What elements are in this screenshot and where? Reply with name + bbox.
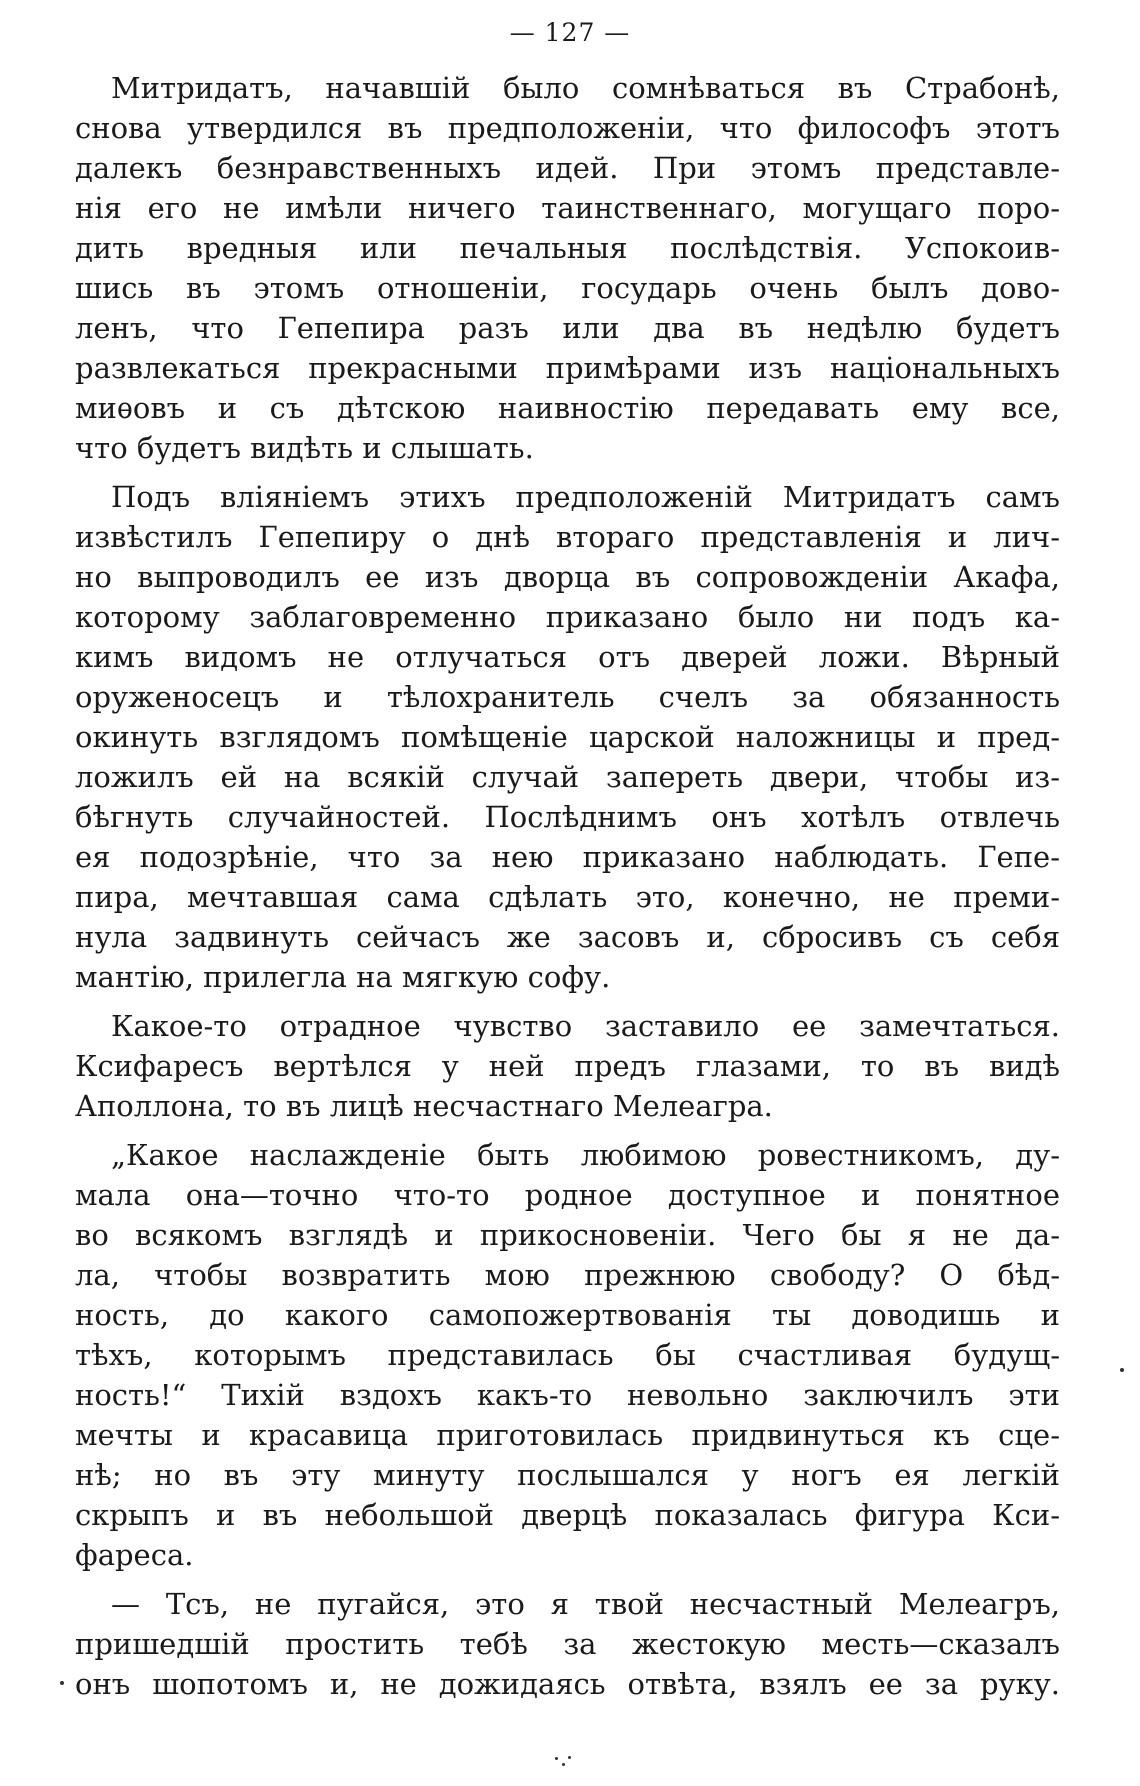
text-line: ложилъ ей на всякiй случай запереть двери, чтобы из- — [75, 760, 1060, 794]
printer-mark — [553, 1755, 573, 1769]
text-line: ленъ, что Гепепира разъ или два въ недѣлю будетъ — [75, 311, 1060, 345]
text-line: онъ шопотомъ и, не дожидаясь отвѣта, взялъ ее за руку. — [75, 1667, 1060, 1701]
text-line: нiя его не имѣли ничего таинственнаго, могущаго поро- — [75, 191, 1060, 225]
paragraph — [75, 477, 1060, 997]
text-line: дить вредныя или печальныя послѣдствiя. Успокоив- — [75, 231, 1060, 265]
text-line: бѣгнуть случайностей. Послѣднимъ онъ хотѣлъ отвлечь — [75, 800, 1060, 834]
text-line: оруженосецъ и тѣлохранитель счелъ за обязанность — [75, 680, 1060, 714]
text-line: Аполлона, то въ лицѣ несчастнаго Мелеагра. — [75, 1089, 773, 1123]
text-line: извѣстилъ Гепепиру о днѣ втораго представленiя и лич- — [75, 520, 1060, 554]
text-line: миѳовъ и съ дѣтскою наивностiю передавать ему все, — [75, 391, 1060, 425]
text-line: нѣ; но въ эту минуту послышался у ногъ ея легкiй — [75, 1458, 1060, 1492]
text-line: Подъ влiянiемъ этихъ предположенiй Митридатъ самъ — [111, 480, 1060, 514]
text-line: ла, чтобы возвратить мою прежнюю свободу? О бѣд- — [75, 1258, 1060, 1292]
page-text — [75, 68, 1060, 1704]
text-line: ность!“ Тихiй вздохъ какъ-то невольно заключилъ эти — [75, 1378, 1060, 1412]
text-line: пришедшiй простить тебѣ за жестокую месть—сказалъ — [75, 1627, 1060, 1661]
text-line: Какое-то отрадное чувство заставило ее замечтаться. — [111, 1009, 1060, 1043]
text-line: шись въ этомъ отношенiи, государь очень былъ дово- — [75, 271, 1060, 305]
text-line: Ксифаресъ вертѣлся у ней предъ глазами, то въ видѣ — [75, 1049, 1060, 1083]
text-line: мантiю, прилегла на мягкую софу. — [75, 960, 611, 994]
text-line: нула задвинуть сейчасъ же засовъ и, сбросивъ съ себя — [75, 920, 1060, 954]
ink-speck — [1120, 1368, 1124, 1372]
text-line: мечты и красавица приготовилась придвинуться къ сце- — [75, 1418, 1060, 1452]
text-line: фареса. — [75, 1538, 194, 1572]
text-line: — Тсъ, не пугайся, это я твой несчастный Мелеагръ, — [111, 1587, 1060, 1621]
text-line: пира, мечтавшая сама сдѣлать это, конечно, не преми- — [75, 880, 1060, 914]
text-line: „Какое наслажденiе быть любимою ровестникомъ, ду- — [111, 1138, 1060, 1172]
text-line: скрыпъ и въ небольшой дверцѣ показалась фигура Кси- — [75, 1498, 1060, 1532]
text-line: ея подозрѣнiе, что за нею приказано наблюдать. Гепе- — [75, 840, 1060, 874]
page-number: — 127 — — [509, 18, 631, 47]
text-line: во всякомъ взглядѣ и прикосновенiи. Чего бы я не да- — [75, 1218, 1060, 1252]
paragraph — [75, 1584, 1060, 1704]
text-line: снова утвердился въ предположенiи, что философъ этотъ — [75, 111, 1060, 145]
paragraph — [75, 1135, 1060, 1575]
text-line: ность, до какого самопожертвованiя ты доводишь и — [75, 1298, 1060, 1332]
text-line: кимъ видомъ не отлучаться отъ дверей ложи. Вѣрный — [75, 640, 1060, 674]
text-line: которому заблаговременно приказано было ни подъ ка- — [75, 600, 1060, 634]
text-line: развлекаться прекрасными примѣрами изъ нацiональныхъ — [75, 351, 1060, 385]
ink-speck — [60, 1681, 64, 1685]
paragraph — [75, 1006, 1060, 1126]
text-line: Митридатъ, начавшiй было сомнѣваться въ Страбонѣ, — [111, 71, 1060, 105]
paragraph — [75, 68, 1060, 468]
text-line: что будетъ видѣть и слышать. — [75, 431, 534, 465]
text-line: далекъ безнравственныхъ идей. При этомъ представле- — [75, 151, 1060, 185]
text-line: окинуть взглядомъ помѣщенiе царской наложницы и пред- — [75, 720, 1060, 754]
text-line: мала она—точно что-то родное доступное и понятное — [75, 1178, 1060, 1212]
text-line: тѣхъ, которымъ представилась бы счастливая будущ- — [75, 1338, 1060, 1372]
text-line: но выпроводилъ ее изъ дворца въ сопровожденiи Акафа, — [75, 560, 1060, 594]
